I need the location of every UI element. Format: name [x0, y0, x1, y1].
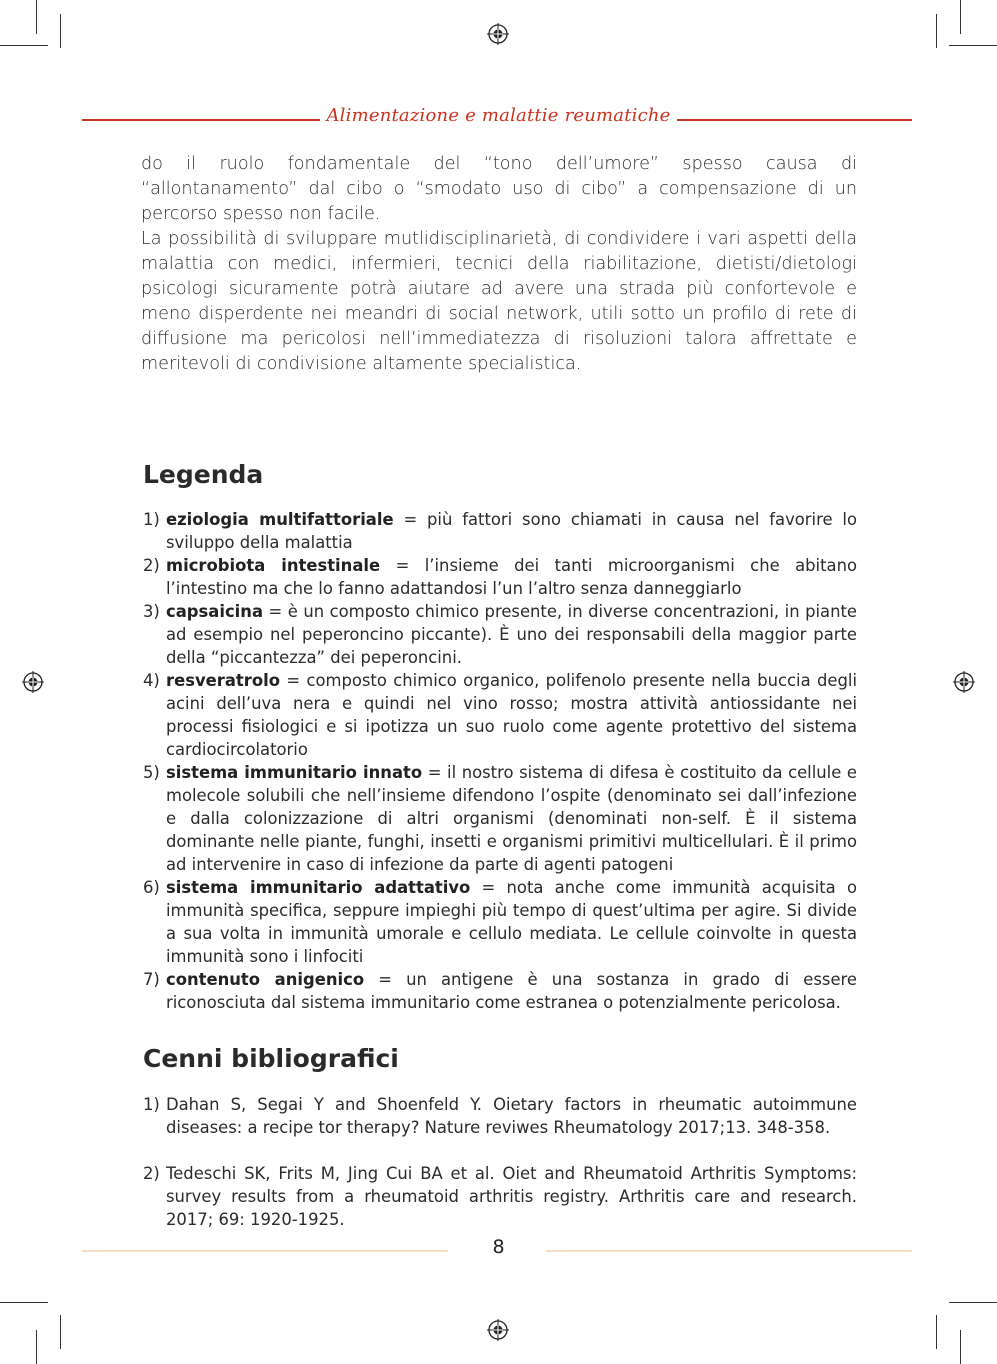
legenda-term: sistema immunitario innato: [166, 763, 423, 782]
crop-mark: [960, 0, 961, 34]
crop-mark: [949, 1302, 997, 1303]
legenda-term: resveratrolo: [166, 671, 280, 690]
intro-paragraph: La possibilità di sviluppare mutlidisciplinarietà, di condividere i vari aspetti della malattia con medici, infermieri, tecnici della riabilitazione, dietisti/dietologi psicologi sicuramente potrà aiutare ad avere una strada più confortevole e meno disperdente nei meandri di social network, utili sotto un profilo di rete di diffusione ma pericolosi nell’immediatezza di risoluzioni talora affrettate e meritevoli di condivisione altamente specialistica.: [141, 229, 857, 374]
crop-mark: [949, 45, 997, 46]
legenda-definition: = un antigene è una sostanza in grado di essere riconosciuta dal sistema immunitario come estranea o potenzialmente pericolosa.: [166, 970, 858, 1012]
item-number: 1): [143, 510, 160, 529]
legenda-item: [143, 761, 857, 876]
legenda-list: [143, 508, 857, 1014]
crop-mark: [0, 1302, 48, 1303]
item-number: 1): [143, 1095, 160, 1114]
intro-text: [141, 152, 857, 377]
legenda-definition: = più fattori sono chiamati in causa nel favorire lo sviluppo della malattia: [166, 510, 857, 552]
crosshair-registration-icon: [953, 671, 975, 693]
item-number: 2): [143, 556, 160, 575]
crop-mark: [36, 1330, 37, 1364]
legenda-heading: Legenda: [143, 460, 264, 489]
crop-mark: [936, 14, 937, 48]
page-number: 8: [492, 1236, 505, 1258]
bibliography-list: [143, 1093, 857, 1231]
legenda-definition: = l’insieme dei tanti microorganismi che abitano l’intestino ma che lo fanno adattandosi l’un l’altro senza danneggiarlo: [166, 556, 857, 598]
bibliography-item: [143, 1093, 857, 1139]
crop-mark: [60, 1315, 61, 1349]
running-header: [0, 105, 997, 126]
item-number: 7): [143, 970, 160, 989]
crop-mark: [936, 1315, 937, 1349]
crop-mark: [960, 1330, 961, 1364]
item-number: 2): [143, 1164, 160, 1183]
legenda-item: [143, 554, 857, 600]
intro-paragraph: do il ruolo fondamentale del “tono dell’umore” spesso causa di “allontanamento” dal cibo o “smodato uso di cibo” a compensazione di un percorso spesso non facile.: [141, 154, 857, 224]
bibliography-heading: Cenni bibliografici: [143, 1044, 399, 1073]
crop-mark: [0, 45, 48, 46]
legenda-item: [143, 600, 857, 669]
crop-mark: [36, 0, 37, 34]
running-header-text: Alimentazione e malattie reumatiche: [320, 105, 676, 126]
item-number: 3): [143, 602, 160, 621]
bibliography-item: [143, 1162, 857, 1231]
crosshair-registration-icon: [22, 671, 44, 693]
bibliography-text: Tedeschi SK, Frits M, Jing Cui BA et al. Oiet and Rheumatoid Arthritis Symptoms: survey results from a rheumatoid arthritis registry. Arthritis care and research. 2017; 69: 1920-1925.: [166, 1164, 857, 1229]
item-number: 6): [143, 878, 160, 897]
legenda-item: [143, 876, 857, 968]
item-number: 4): [143, 671, 160, 690]
legenda-item: [143, 968, 857, 1014]
legenda-item: [143, 508, 857, 554]
legenda-term: sistema immunitario adattativo: [166, 878, 471, 897]
legenda-definition: = il nostro sistema di difesa è costituito da cellule e molecole solubili che nell’insieme difendono l’ospite (denominato sei dall’infezione e dalla colonizzazione di altri organismi (denominati non-self. È il sistema dominante nelle piante, funghi, insetti e organismi primitivi multicellulari. È il primo ad intervenire in caso di infezione da parte di agenti patogeni: [166, 763, 857, 874]
legenda-term: capsaicina: [166, 602, 264, 621]
legenda-item: [143, 669, 857, 761]
legenda-definition: = nota anche come immunità acquisita o immunità specifica, seppure impieghi più tempo di quest’ultima per agire. Si divide a sua volta in immunità umorale e cellulo mediata. Le cellule coinvolte in questa immunità sono i linfociti: [166, 878, 857, 966]
crosshair-registration-icon: [487, 1319, 509, 1341]
legenda-term: contenuto anigenico: [166, 970, 365, 989]
crop-mark: [60, 14, 61, 48]
legenda-definition: = è un composto chimico presente, in diverse concentrazioni, in piante ad esempio nel peperoncino piccante). È uno dei responsabili della maggior parte della “piccantezza” dei peperoncini.: [166, 602, 857, 667]
bibliography-text: Dahan S, Segai Y and Shoenfeld Y. Oietary factors in rheumatic autoimmune diseases: a recipe tor therapy? Nature reviwes Rheumatology 2017;13. 348-358.: [166, 1095, 857, 1137]
item-number: 5): [143, 763, 160, 782]
crosshair-registration-icon: [487, 23, 509, 45]
legenda-term: eziologia multifattoriale: [166, 510, 394, 529]
legenda-term: microbiota intestinale: [166, 556, 381, 575]
legenda-definition: = composto chimico organico, polifenolo presente nella buccia degli acini dell’uva nera e quindi nel vino rosso; mostra attività antiossidante nei processi fisiologici e si ipotizza un suo ruolo come agente protettivo del sistema cardiocircolatorio: [166, 671, 857, 759]
